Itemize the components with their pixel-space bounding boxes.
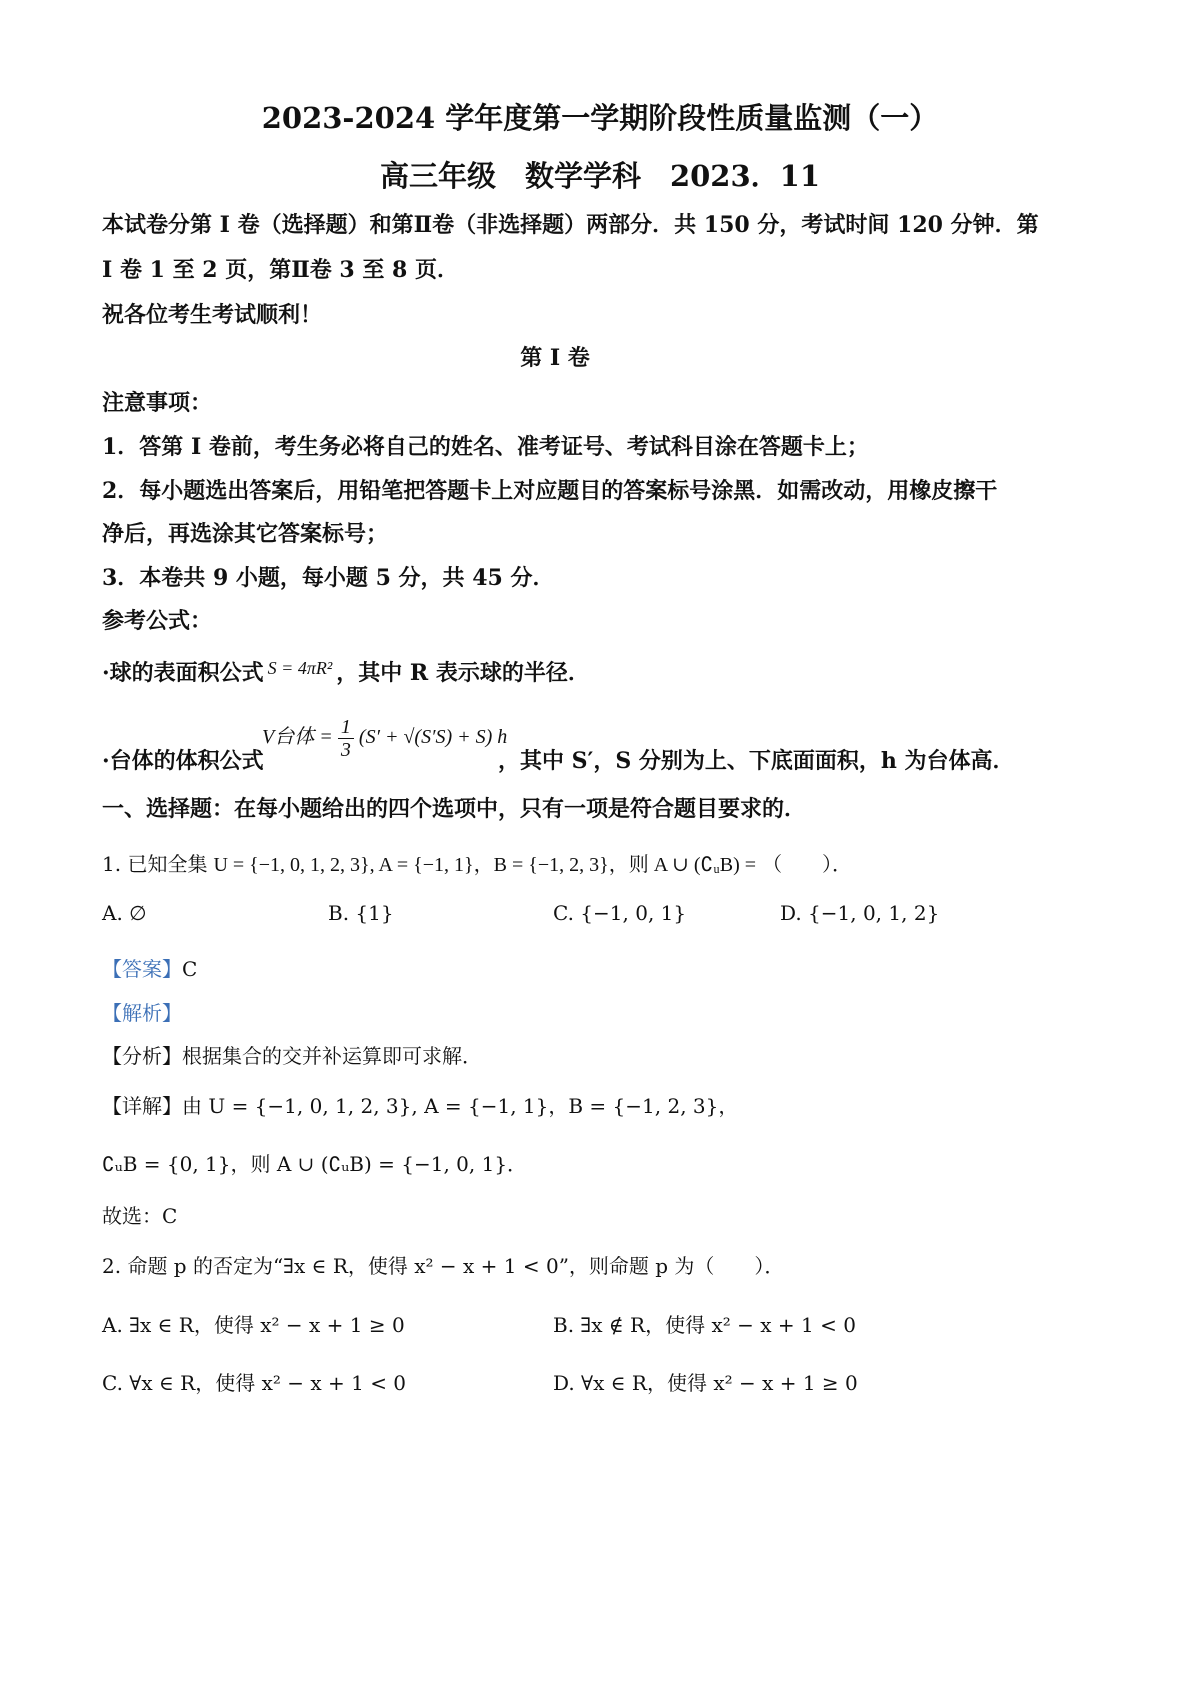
q1-stem-suffix: （ ）．: [762, 852, 853, 876]
q1-option-c: C. {−1, 0, 1}: [553, 901, 687, 925]
question-1-stem: [102, 848, 852, 877]
part-one-heading: 一、选择题：在每小题给出的四个选项中，只有一项是符合题目要求的．: [102, 796, 807, 822]
note-3: 3．本卷共 9 小题，每小题 5 分，共 45 分．: [102, 565, 555, 591]
section-title: 第 I 卷: [520, 345, 590, 371]
q1-detail-1: 【详解】由 U = {−1, 0, 1, 2, 3}, A = {−1, 1}，B = {−1, 2, 3}，: [102, 1094, 739, 1118]
q2-option-d: D. ∀x ∈ R，使得 x² − x + 1 ≥ 0: [553, 1371, 858, 1395]
formula-title: 参考公式：: [102, 608, 213, 634]
q1-answer: [102, 953, 197, 982]
q1-stem-prefix: 1. 已知全集: [102, 852, 208, 876]
formula-frustum-prefix: ·台体的体积公式: [102, 748, 264, 774]
intro-line-2: I 卷 1 至 2 页，第Ⅱ卷 3 至 8 页．: [102, 257, 459, 283]
note-1: 1．答第 I 卷前，考生务必将自己的姓名、准考证号、考试科目涂在答题卡上；: [102, 434, 869, 460]
formula-frustum-lhs: V台体 =: [262, 726, 333, 748]
q1-detail-2: ∁ᵤB = {0, 1}，则 A ∪ (∁ᵤB) = {−1, 0, 1}．: [102, 1152, 528, 1176]
note-2a: 2．每小题选出答案后，用铅笔把答题卡上对应题目的答案标号涂黑．如需改动，用橡皮擦干: [102, 478, 998, 504]
answer-label: 【答案】: [102, 957, 182, 981]
q2-option-c: C. ∀x ∈ R，使得 x² − x + 1 < 0: [102, 1371, 407, 1395]
q2-option-b: B. ∃x ∉ R，使得 x² − x + 1 < 0: [553, 1313, 856, 1337]
notes-title: 注意事项：: [102, 390, 213, 416]
q1-option-b: B. {1}: [328, 901, 394, 925]
formula-frustum-rhs: (S′ + √(S′S) + S) h: [358, 726, 508, 748]
greeting: 祝各位考生考试顺利！: [102, 302, 323, 328]
q1-option-a: A. ∅: [102, 901, 147, 925]
formula-sphere-suffix: ，其中 R 表示球的半径．: [336, 660, 590, 686]
fraction-denominator: 3: [340, 739, 351, 761]
note-2b: 净后，再选涂其它答案标号；: [102, 521, 389, 547]
q1-option-d: D. {−1, 0, 1, 2}: [780, 901, 940, 925]
exam-subtitle: 高三年级 数学学科 2023．11: [379, 159, 821, 193]
question-2-stem: 2. 命题 p 的否定为“∃x ∈ R，使得 x² − x + 1 < 0”，则命题 p 为（ ）．: [102, 1254, 785, 1278]
answer-value: C: [182, 957, 198, 981]
formula-frustum-fraction: [338, 716, 354, 761]
analysis-label: 【解析】: [102, 1001, 182, 1025]
q2-option-a: A. ∃x ∈ R，使得 x² − x + 1 ≥ 0: [102, 1313, 405, 1337]
q1-choice: 故选：C: [102, 1204, 178, 1228]
formula-frustum-suffix: ，其中 S′，S 分别为上、下底面面积，h 为台体高．: [498, 748, 1015, 774]
intro-line-1: 本试卷分第 I 卷（选择题）和第Ⅱ卷（非选择题）两部分．共 150 分，考试时间 120 分钟．第: [102, 212, 1039, 238]
exam-title: 2023-2024 学年度第一学期阶段性质量监测（一）: [261, 101, 939, 135]
q1-stem-math: U = {−1, 0, 1, 2, 3}, A = {−1, 1}，B = {−1, 2, 3}，则 A ∪ (∁ᵤB) =: [213, 854, 757, 876]
fraction-numerator: 1: [338, 716, 354, 739]
formula-frustum-math: [262, 716, 507, 761]
formula-sphere-math: S = 4πR²: [267, 658, 333, 678]
formula-sphere: [102, 656, 590, 687]
q1-fenxi: 【分析】根据集合的交并补运算即可求解．: [102, 1044, 482, 1068]
formula-sphere-prefix: ·球的表面积公式: [102, 660, 264, 686]
